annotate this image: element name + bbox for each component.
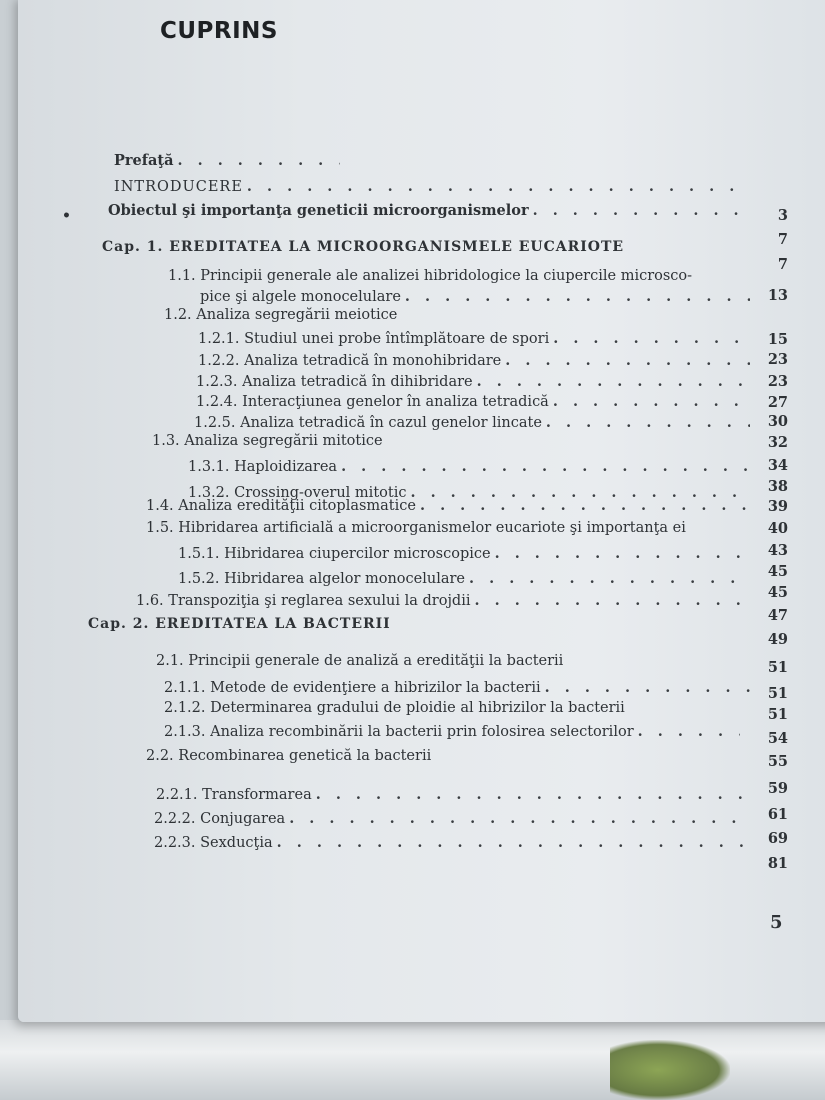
page-number: 7 [777,256,788,273]
toc-entry [154,810,754,832]
leader-dots [277,834,750,851]
toc-entry [196,393,754,415]
leader-dots [495,545,750,562]
leader-dots [247,178,750,195]
leader-dots [553,330,750,347]
toc-entry-label: 1.2.3. Analiza tetradică în dihibridare [196,374,473,390]
toc-entry-label: 1.4. Analiza eredităţii citoplasmatice [146,498,416,514]
toc-entry [146,748,754,770]
page-number: 39 [767,498,788,515]
toc-entry-label: Cap. 1. EREDITATEA LA MICROORGANISMELE EUCARIOTE [102,239,625,255]
toc-entry [154,834,754,856]
toc-entry [146,520,766,542]
page-number: 15 [767,331,788,348]
leader-dots [545,679,750,696]
toc-entry [136,592,754,614]
page-number: 45 [767,584,788,601]
folio-page-number: 5 [770,912,783,933]
toc-entry-label: INTRODUCERE [114,179,243,195]
toc-entry-label: 1.2.4. Interacţiunea genelor în analiza tetradică [196,394,549,410]
leader-dots [505,352,750,369]
toc-entry [188,458,754,480]
page-number: 59 [767,780,788,797]
leader-dots [405,288,750,305]
toc-entry [164,679,754,701]
toc-entry [196,373,754,395]
leader-dots [178,152,341,169]
toc-entry [156,786,754,808]
toc-entry-label: 2.2.3. Sexducţia [154,835,273,851]
toc-entry [178,545,754,567]
toc-entry-label: 1.3.2. Crossing-overul mitotic [188,485,407,501]
page-number: 54 [767,730,788,747]
page-number: 61 [767,806,788,823]
page-title: CUPRINS [160,18,278,44]
toc-entry [168,268,754,290]
leader-dots [533,202,750,219]
toc-entry-label: 1.3. Analiza segregării mitotice [152,433,383,449]
plant-leaf [610,1040,730,1100]
toc-entry-chapter [102,239,754,261]
page-number: 51 [767,659,788,676]
toc-entry [164,307,754,329]
page-number: 38 [767,478,788,495]
toc-entry-label: 2.1. Principii generale de analiză a eredităţii la bacterii [156,653,564,669]
page-number: 30 [767,413,788,430]
page-number: 34 [767,457,788,474]
toc-entry-label: 2.2.1. Transformarea [156,787,312,803]
toc-entry-label: 1.2.2. Analiza tetradică în monohibridare [198,353,502,369]
page-number: 47 [767,607,788,624]
page-number: 55 [767,753,788,770]
toc-entry-label: 1.2.1. Studiul unei probe întîmplătoare de spori [198,331,550,347]
toc-entry-label: 1.1. Principii generale ale analizei hibridologice la ciupercile microsco- [168,268,693,284]
toc-entry-label: 2.1.1. Metode de evidenţiere a hibrizilor la bacterii [164,680,541,696]
leader-dots [469,570,750,587]
page-number: 13 [767,287,788,304]
page-number: 51 [767,685,788,702]
leader-dots [341,458,750,475]
leader-dots [420,497,750,514]
toc-entry-label: Cap. 2. EREDITATEA LA BACTERII [88,616,391,632]
page-number: 23 [767,373,788,390]
toc-entry-label: 2.1.2. Determinarea gradului de ploidie al hibrizilor la bacterii [164,700,625,716]
toc-entry-label: pice şi algele monocelulare [200,289,401,305]
leader-dots [477,373,750,390]
toc-entry-label: 1.3.1. Haploidizarea [188,459,338,475]
toc-entry-label: 1.2. Analiza segregării meiotice [164,307,398,323]
leader-dots [546,414,750,431]
leader-dots [289,810,750,827]
page-number: 43 [767,542,788,559]
toc-entry-label: 1.6. Transpoziţia şi reglarea sexului la drojdii [136,593,471,609]
toc-entry [146,497,754,519]
page-number: 23 [767,351,788,368]
toc-entry-label: Obiectul şi importanţa geneticii microorganismelor [108,202,529,219]
page-number: 3 [777,207,788,224]
page-number: 81 [767,855,788,872]
page-number: 51 [767,706,788,723]
toc-entry-chapter [88,616,754,638]
toc-entry [164,723,744,745]
toc-entry-label: Prefaţă [114,152,174,169]
leader-dots [553,393,750,410]
toc-entry [198,330,754,352]
toc-entry-label: 1.5.2. Hibridarea algelor monocelulare [178,571,466,587]
page-number: 27 [767,394,788,411]
toc-entry [198,352,754,374]
page-number: 32 [767,434,788,451]
page-number: 49 [767,631,788,648]
toc-entry [114,178,754,200]
leader-dots [475,592,751,609]
toc-entry [108,202,754,224]
toc-entry-label: 1.5. Hibridarea artificială a microorganismelor eucariote şi importanţa ei [146,520,686,536]
page-number: 40 [767,520,788,537]
toc-entry-label: 1.2.5. Analiza tetradică în cazul genelor lincate [194,415,542,431]
toc-entry-label: 1.5.1. Hibridarea ciupercilor microscopice [178,546,491,562]
toc-entry [152,433,754,455]
toc-entry [178,570,754,592]
page-number: 45 [767,563,788,580]
toc-entry [164,700,754,722]
toc-entry-label: 2.2.2. Conjugarea [154,811,286,827]
toc-entry [114,152,344,174]
stray-mark: • [62,208,71,224]
leader-dots [316,786,750,803]
leader-dots [638,723,740,740]
page-number: 69 [767,830,788,847]
page-number: 7 [777,231,788,248]
toc-entry-label: 2.1.3. Analiza recombinării la bacterii prin folosirea selectorilor [164,724,634,740]
toc-entry [156,653,754,675]
toc-entry-label: 2.2. Recombinarea genetică la bacterii [146,748,432,764]
